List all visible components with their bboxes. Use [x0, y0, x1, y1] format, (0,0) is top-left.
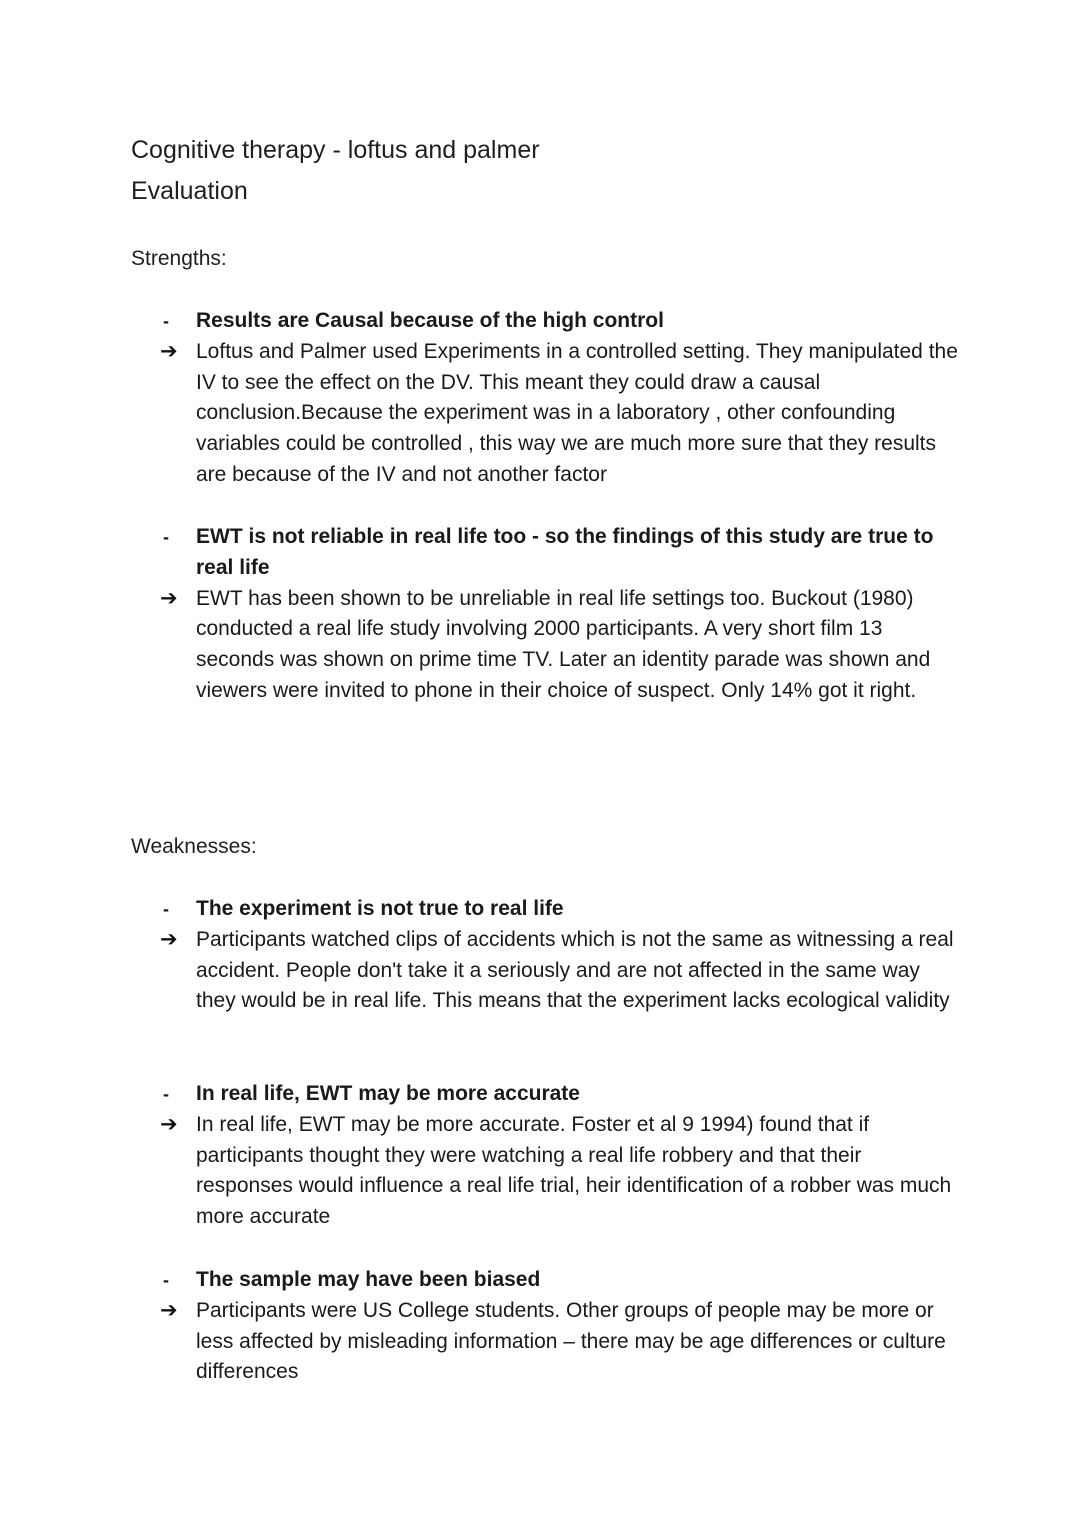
- page-title: Cognitive therapy - loftus and palmer: [131, 136, 540, 164]
- weakness-point-1-body: [160, 925, 960, 1017]
- strength-point-1: [160, 306, 960, 491]
- strength-point-1-body-text: Loftus and Palmer used Experiments in a controlled setting. They manipulated the IV to see the effect on the DV. This meant they could draw a causal conclusion.Because the experiment was in a laboratory , other confounding variables could be controlled , this way we are much more sure that they results are because of the IV and not another factor: [196, 339, 958, 486]
- weakness-point-3: [160, 1265, 960, 1388]
- weaknesses-heading: Weaknesses:: [131, 835, 257, 858]
- strength-point-2-body-text: EWT has been shown to be unreliable in real life settings too. Buckout (1980) conducted a real life study involving 2000 participants. A very short film 13 seconds was shown on prime time TV. Later an identity parade was shown and viewers were invited to phone in their choice of suspect. Only 14% got it right.: [196, 586, 931, 702]
- strength-point-2-body: [160, 584, 960, 707]
- weakness-point-3-heading: [160, 1265, 960, 1296]
- page-subtitle: Evaluation: [131, 177, 248, 205]
- arrow-right-icon: ➔: [160, 1298, 178, 1322]
- strengths-heading: Strengths:: [131, 247, 227, 270]
- strength-point-2-heading: [160, 522, 960, 584]
- weakness-point-3-heading-text: The sample may have been biased: [196, 1268, 541, 1291]
- weakness-point-2-body-text: In real life, EWT may be more accurate. Foster et al 9 1994) found that if participants thought they were watching a real life robbery and that their responses would influence a real life trial, heir identification of a robber was much more accurate: [196, 1112, 952, 1229]
- bullet-dash-icon: -: [163, 899, 169, 919]
- weakness-point-2-body: [160, 1110, 960, 1233]
- weakness-point-1-body-text: Participants watched clips of accidents which is not the same as witnessing a real accident. People don't take it a seriously and are not affected in the same way they would be in real life. This means that the experiment lacks ecological validity: [196, 927, 954, 1013]
- weakness-point-1: [160, 894, 960, 1017]
- weakness-point-2-heading-text: In real life, EWT may be more accurate: [196, 1082, 580, 1105]
- arrow-right-icon: ➔: [160, 927, 178, 951]
- bullet-dash-icon: -: [163, 1084, 169, 1104]
- bullet-dash-icon: -: [163, 1270, 169, 1290]
- arrow-right-icon: ➔: [160, 586, 178, 610]
- bullet-dash-icon: -: [163, 311, 169, 331]
- strength-point-1-body: [160, 337, 960, 491]
- strength-point-1-heading-text: Results are Causal because of the high control: [196, 309, 664, 332]
- weakness-point-1-heading-text: The experiment is not true to real life: [196, 897, 564, 920]
- arrow-right-icon: ➔: [160, 1112, 178, 1136]
- strength-point-1-heading: [160, 306, 960, 337]
- strength-point-2: [160, 522, 960, 707]
- weakness-point-3-body-text: Participants were US College students. Other groups of people may be more or less affected by misleading information – there may be age differences or culture differences: [196, 1298, 946, 1384]
- weakness-point-2-heading: [160, 1079, 960, 1110]
- weakness-point-1-heading: [160, 894, 960, 925]
- arrow-right-icon: ➔: [160, 339, 178, 363]
- bullet-dash-icon: -: [163, 527, 169, 547]
- weakness-point-3-body: [160, 1296, 960, 1388]
- weakness-point-2: [160, 1079, 960, 1233]
- strength-point-2-heading-text: EWT is not reliable in real life too - so the findings of this study are true to real life: [196, 525, 934, 579]
